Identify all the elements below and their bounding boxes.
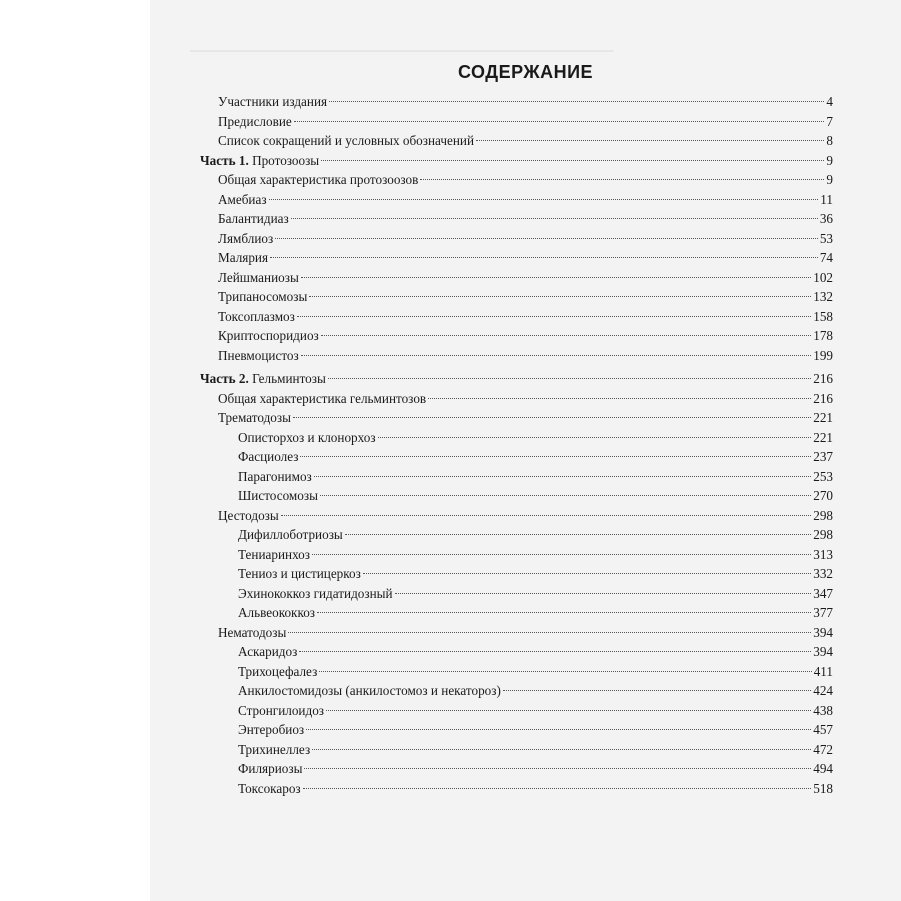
toc-entry	[238, 662, 833, 682]
toc-entry	[218, 326, 833, 346]
toc-entry	[218, 623, 833, 643]
leader-dots	[378, 437, 812, 438]
toc-entry	[238, 740, 833, 760]
leader-dots	[269, 199, 819, 200]
leader-dots	[503, 690, 811, 691]
leader-dots	[395, 593, 812, 594]
leader-dots	[270, 257, 818, 258]
leader-dots	[317, 612, 811, 613]
toc-entry-page: 394	[813, 624, 833, 640]
toc-entry-page: 394	[813, 644, 833, 659]
toc-entry-label: Парагонимоз	[238, 468, 312, 484]
toc-entry-label: Дифиллоботриозы	[238, 527, 343, 542]
leader-dots	[314, 476, 811, 477]
toc-entry-label: Участники издания	[218, 94, 328, 109]
toc-entry	[238, 584, 833, 604]
toc-title: СОДЕРЖАНИЕ	[457, 62, 594, 82]
toc-entry	[218, 92, 833, 112]
toc-entry	[238, 428, 833, 448]
toc-entry	[238, 779, 833, 799]
toc-part-entry	[200, 369, 833, 389]
toc-entry-page: 74	[819, 250, 833, 265]
toc-entry	[238, 642, 833, 662]
toc-entry-label: Нематодозы	[218, 624, 287, 640]
toc-entry-page: 438	[813, 702, 833, 718]
toc-entry-label: Общая характеристика гельминтозов	[218, 390, 427, 406]
toc-entry-page: 221	[813, 429, 833, 445]
toc-entry-page: 347	[813, 585, 833, 601]
toc-entry	[238, 603, 833, 623]
toc-entry	[218, 248, 833, 268]
toc-entry-label: Балантидиаз	[218, 211, 289, 226]
toc-entry-label: Альвеококкоз	[238, 605, 315, 620]
toc-entry-page: 53	[819, 230, 833, 246]
leader-dots	[300, 456, 811, 457]
toc-entry	[218, 229, 833, 249]
toc-entry	[238, 545, 833, 565]
toc-entry-page: 132	[813, 289, 833, 304]
toc-entry-page: 494	[813, 761, 833, 776]
toc-entry-label: Энтеробиоз	[238, 722, 305, 737]
leader-dots	[301, 277, 811, 278]
toc-entry-label	[200, 151, 319, 171]
toc-entry-label: Тениоз и цистицеркоз	[238, 566, 361, 581]
toc-entry-page: 457	[813, 722, 833, 737]
toc-entry-page: 298	[813, 507, 833, 523]
leader-dots	[294, 121, 825, 122]
toc-entry-label: Трихоцефалез	[238, 663, 318, 679]
toc-entry-page: 377	[813, 605, 833, 620]
toc-entry-label: Пневмоцистоз	[218, 347, 299, 363]
toc-entry-label: Стронгилоидоз	[238, 702, 325, 718]
toc-entry-page: 298	[813, 527, 833, 542]
toc-entry	[218, 506, 833, 526]
toc-entry-label: Малярия	[218, 250, 269, 265]
toc-entry-label: Токсоплазмоз	[218, 308, 295, 324]
toc-entry-page: 9	[826, 152, 833, 168]
toc-entry	[238, 525, 833, 545]
toc-entry-label: Описторхоз и клонорхоз	[238, 429, 376, 445]
toc-entry-label: Эхинококкоз гидатидозный	[238, 585, 393, 601]
leader-dots	[301, 355, 811, 356]
toc-entry-page: 7	[826, 113, 833, 129]
toc-entry-page: 313	[813, 546, 833, 562]
leader-dots	[321, 160, 824, 161]
part-prefix: Часть 1.	[200, 152, 249, 168]
leader-dots	[309, 296, 811, 297]
leader-dots	[288, 632, 811, 633]
leader-dots	[329, 101, 824, 102]
toc-entry-label: Общая характеристика протозоозов	[218, 172, 419, 187]
toc-entry	[238, 701, 833, 721]
toc-entry	[218, 408, 833, 428]
toc-entry-page: 221	[813, 410, 833, 425]
toc-entry	[218, 389, 833, 409]
toc-entry-label: Амебиаз	[218, 191, 267, 207]
part-prefix: Часть 2.	[200, 371, 249, 386]
leader-dots	[321, 335, 811, 336]
table-of-contents	[150, 0, 901, 901]
part-title: Гельминтозы	[248, 371, 326, 386]
leader-dots	[299, 651, 811, 652]
toc-entry-label: Криптоспоридиоз	[218, 328, 319, 343]
toc-entry-label: Анкилостомидозы (анкилостомоз и некатороз)	[238, 683, 501, 698]
toc-entry-page: 216	[813, 390, 833, 406]
toc-entry-label: Шистосомозы	[238, 488, 318, 503]
toc-entry-label: Список сокращений и условных обозначений	[218, 133, 474, 148]
toc-entry	[238, 486, 833, 506]
toc-entry-page: 11	[820, 191, 833, 207]
toc-entry-page: 270	[813, 488, 833, 503]
leader-dots	[293, 417, 811, 418]
left-margin	[0, 0, 150, 901]
leader-dots	[320, 495, 811, 496]
toc-part-entry	[200, 151, 833, 171]
toc-entry-page: 472	[813, 741, 833, 757]
toc-entry-label: Трипаносомозы	[218, 289, 308, 304]
toc-entry-page: 411	[813, 663, 833, 679]
leader-dots	[291, 218, 818, 219]
book-page	[150, 0, 901, 901]
leader-dots	[297, 316, 811, 317]
toc-entry	[218, 268, 833, 288]
part-title: Протозоозы	[248, 152, 320, 168]
toc-entry-page: 237	[813, 449, 833, 464]
toc-entry-page: 199	[813, 347, 833, 363]
toc-entry-page: 158	[813, 308, 833, 324]
toc-entry	[218, 170, 833, 190]
toc-entry-page: 332	[813, 566, 833, 581]
toc-entry	[238, 467, 833, 487]
toc-entry	[218, 112, 833, 132]
toc-entry	[218, 346, 833, 366]
toc-entry-label: Фасциолез	[238, 449, 299, 464]
toc-entry	[218, 131, 833, 151]
toc-entry-page: 518	[813, 780, 833, 796]
toc-entry	[218, 287, 833, 307]
toc-entry-page: 36	[819, 211, 833, 226]
toc-entry-label	[200, 369, 326, 389]
leader-dots	[326, 710, 811, 711]
leader-dots	[319, 671, 811, 672]
toc-entry-label: Трематодозы	[218, 410, 291, 425]
toc-entry	[218, 307, 833, 327]
toc-entry-label: Токсокароз	[238, 780, 301, 796]
leader-dots	[345, 534, 811, 535]
toc-entry-page: 424	[813, 683, 833, 698]
toc-entry	[218, 190, 833, 210]
leader-dots	[476, 140, 824, 141]
toc-entry-page: 178	[813, 328, 833, 343]
toc-entry	[238, 720, 833, 740]
toc-entry	[238, 564, 833, 584]
toc-entries	[150, 92, 901, 798]
bleed-through-text: ──────────────────────────────────────────────	[190, 43, 614, 58]
toc-entry-page: 102	[813, 269, 833, 285]
leader-dots	[312, 554, 811, 555]
toc-entry	[238, 759, 833, 779]
leader-dots	[428, 398, 811, 399]
toc-entry-label: Лейшманиозы	[218, 269, 299, 285]
toc-entry-page: 9	[826, 172, 833, 187]
toc-entry-label: Филяриозы	[238, 761, 303, 776]
toc-entry	[238, 681, 833, 701]
leader-dots	[303, 788, 812, 789]
toc-entry-label: Цестодозы	[218, 507, 279, 523]
leader-dots	[281, 515, 811, 516]
toc-entry-label: Предисловие	[218, 113, 292, 129]
toc-entry	[238, 447, 833, 467]
leader-dots	[328, 378, 811, 379]
toc-entry-label: Трихинеллез	[238, 741, 311, 757]
toc-entry-page: 8	[826, 133, 833, 148]
leader-dots	[275, 238, 818, 239]
toc-entry-label: Аскаридоз	[238, 644, 298, 659]
toc-entry-page: 253	[813, 468, 833, 484]
leader-dots	[420, 179, 824, 180]
toc-entry-label: Тениаринхоз	[238, 546, 310, 562]
leader-dots	[304, 768, 811, 769]
toc-entry-label: Лямблиоз	[218, 230, 274, 246]
leader-dots	[312, 749, 811, 750]
toc-entry-page: 216	[813, 371, 833, 386]
leader-dots	[306, 729, 811, 730]
leader-dots	[363, 573, 811, 574]
toc-entry	[218, 209, 833, 229]
toc-entry-page: 4	[826, 94, 833, 109]
